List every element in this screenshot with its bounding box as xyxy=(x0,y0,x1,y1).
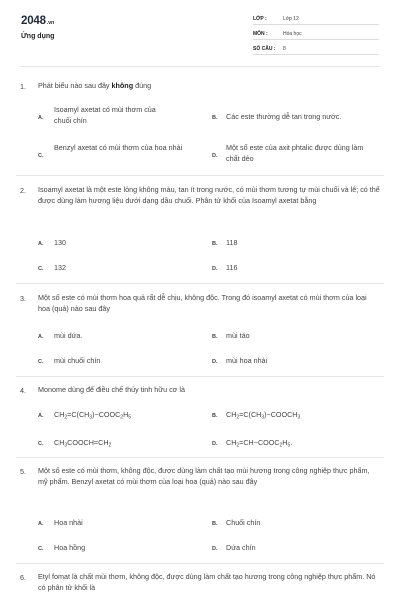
site-logo[interactable] xyxy=(21,15,54,27)
option-letter: D. xyxy=(212,359,218,365)
option-letter: A. xyxy=(38,241,44,247)
question-number: 5. xyxy=(20,467,26,476)
option-text: Isoamyl axetat có mùi thơm của chuối chín xyxy=(54,105,156,125)
question-text-emphasis: không xyxy=(111,81,134,90)
page-header xyxy=(0,0,400,62)
logo-suffix: .vn xyxy=(46,20,55,26)
option-letter: A. xyxy=(38,413,44,419)
logo-text: 2048 xyxy=(21,15,46,27)
option-letter: D. xyxy=(212,546,218,552)
option-letter: B. xyxy=(212,115,218,121)
option-text: Dứa chín xyxy=(226,543,256,552)
meta-count xyxy=(253,44,379,55)
option-letter: C. xyxy=(38,153,44,159)
option-letter: B. xyxy=(212,521,218,527)
option-text: mùi chuối chín xyxy=(54,356,101,365)
question-text: Etyl fomat là chất mùi thơm, không độc, được dùng làm chất tạo hương trong công nghiệp thực phẩm. Nó có phân tử khối là xyxy=(38,572,376,592)
page-subtitle: Ứng dụng xyxy=(21,33,55,40)
meta-class-value: Lớp 12 xyxy=(283,16,299,22)
meta-subject-label: MÔN : xyxy=(253,31,268,37)
option-letter: A. xyxy=(38,521,44,527)
question-divider xyxy=(16,376,384,377)
question-divider xyxy=(16,283,384,284)
option-text: 130 xyxy=(54,238,66,247)
option-text: mùi dứa. xyxy=(54,331,83,340)
question-number: 6. xyxy=(20,573,26,582)
meta-subject-value: Hóa học xyxy=(283,31,302,37)
option-letter: D. xyxy=(212,441,218,447)
meta-class xyxy=(253,14,379,25)
option-text: mùi táo xyxy=(226,331,250,340)
option-text: Benzyl axetat có mùi thơm của hoa nhài xyxy=(54,143,183,152)
option-text: 132 xyxy=(54,263,66,272)
option-text: Chuối chín xyxy=(226,518,261,527)
option-text: 116 xyxy=(226,263,238,272)
option-text: Hoa hồng xyxy=(54,543,86,552)
question-number: 2. xyxy=(20,186,26,195)
question-number: 1. xyxy=(20,82,26,91)
question-divider xyxy=(16,457,384,458)
option-letter: B. xyxy=(212,413,218,419)
question-divider xyxy=(16,563,384,564)
option-formula: $CH_2=C(CH_3)-COOCH_3$ xyxy=(226,410,301,421)
option-letter: B. xyxy=(212,334,218,340)
question-text: Isoamyl axetat là một este lỏng không màu, tan ít trong nước, có mùi thơm tương tự mùi chuối và lê; có thể được dùng làm hương liệu dưới dạng dầu chuối. Phân tử khối của Isoamyl axetat bằng xyxy=(38,185,380,205)
option-text: Các este thường dễ tan trong nước. xyxy=(226,112,342,121)
question-divider xyxy=(16,175,384,176)
question-text: Monome dùng để điều chế thủy tinh hữu cơ là xyxy=(38,385,185,394)
option-text: mùi hoa nhài xyxy=(226,356,268,365)
question-number: 3. xyxy=(20,294,26,303)
meta-count-value: 8 xyxy=(283,46,286,52)
option-letter: A. xyxy=(38,115,44,121)
question-number: 4. xyxy=(20,386,26,395)
option-text: Một số este của axit phtalic được dùng làm chất dẻo xyxy=(226,143,364,163)
meta-class-label: LỚP : xyxy=(253,16,267,22)
option-formula: $CH_2=C(CH_3)-COOC_2H_5$ xyxy=(54,410,132,421)
option-letter: C. xyxy=(38,266,44,272)
option-letter: C. xyxy=(38,546,44,552)
question-text-part: Phát biểu nào sau đây xyxy=(38,81,112,90)
question-text-part: đúng xyxy=(133,81,152,90)
question-text: Một số este có mùi thơm hoa quả rất dễ chịu, không độc. Trong đó isoamyl axetat có mùi thơm của loại hoa (quả) nào sau đây xyxy=(38,293,367,313)
option-letter: C. xyxy=(38,441,44,447)
option-letter: D. xyxy=(212,266,218,272)
option-letter: C. xyxy=(38,359,44,365)
meta-count-label: SỐ CÂU : xyxy=(253,46,276,52)
question-text xyxy=(38,80,380,91)
meta-subject xyxy=(253,29,379,40)
question-text: Một số este có mùi thơm, không độc, được dùng làm chất tạo mùi hương trong công nghiệp thực phẩm, mỹ phẩm. Benzyl axetat có mùi thơm của loại hoa (quả) nào sau đây xyxy=(38,466,370,486)
option-text: Hoa nhài xyxy=(54,518,83,527)
option-formula: $CH_2=CH-COOC_2H_5$. xyxy=(226,438,293,449)
header-divider xyxy=(21,66,379,67)
option-letter: B. xyxy=(212,241,218,247)
option-formula: $CH_3COOCH=CH_2$ xyxy=(54,438,112,449)
option-letter: D. xyxy=(212,153,218,159)
option-text: 118 xyxy=(226,238,238,247)
option-letter: A. xyxy=(38,334,44,340)
